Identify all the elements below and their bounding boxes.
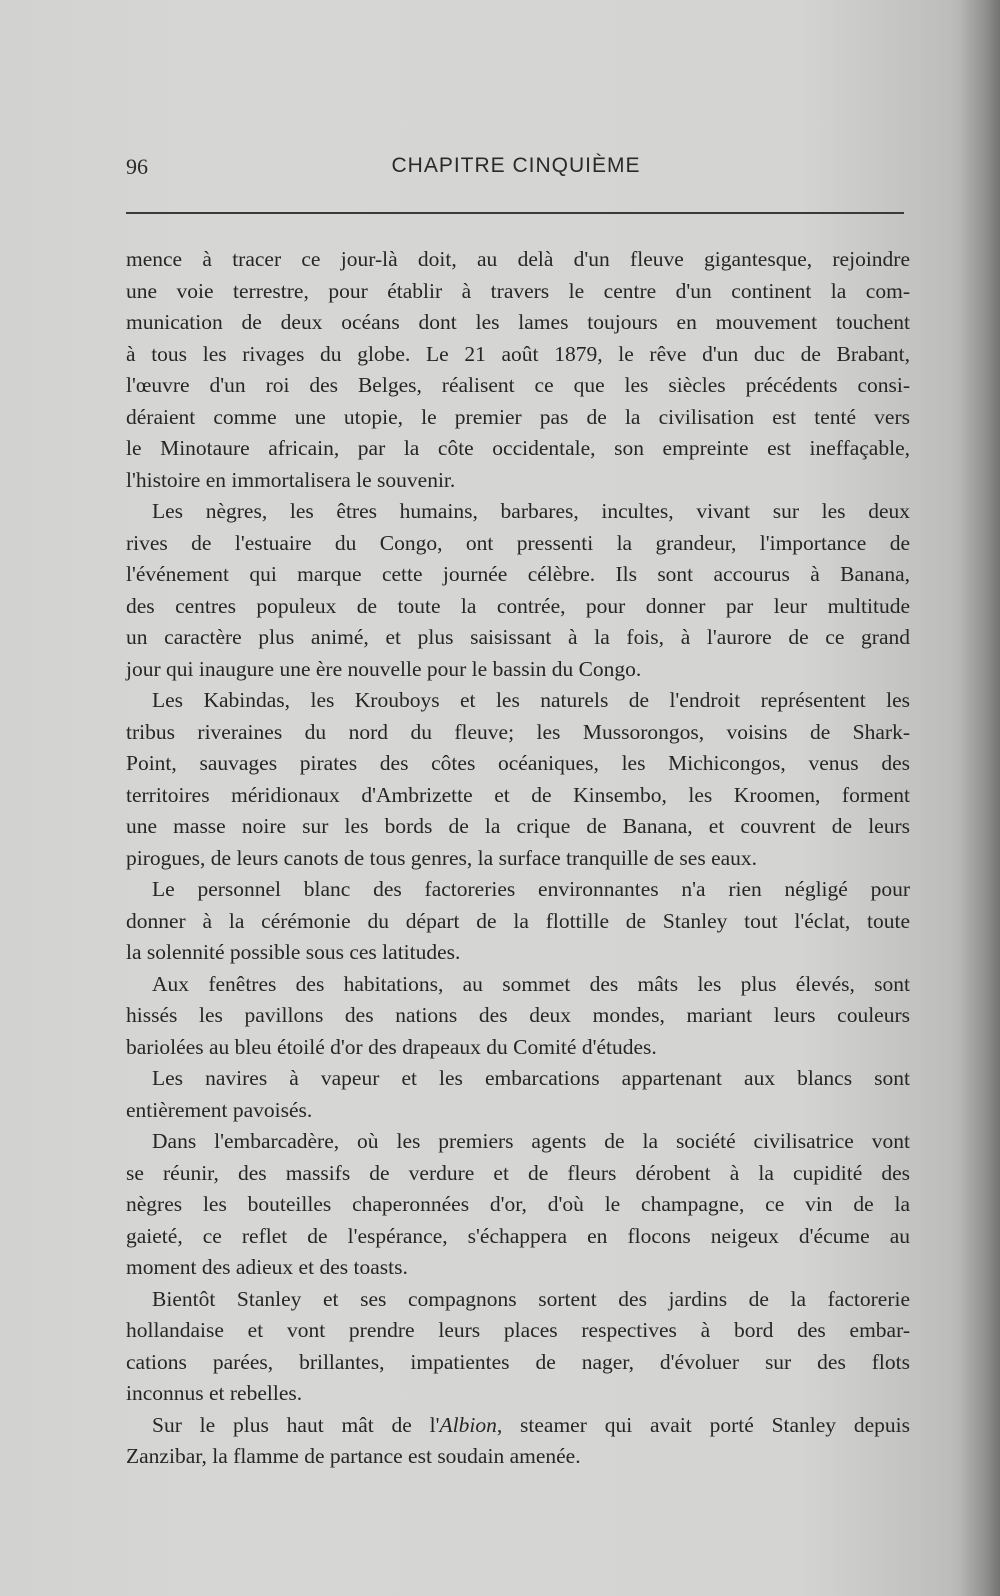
text-line — [126, 1410, 910, 1442]
text-line: Dans l'embarcadère, où les premiers agents de la société civilisatrice vont — [152, 1129, 910, 1153]
text-line: jour qui inaugure une ère nouvelle pour le bassin du Congo. — [126, 656, 642, 681]
paragraph — [126, 244, 910, 496]
paragraph — [126, 969, 910, 1064]
text-line: tribus riveraines du nord du fleuve; les Mussorongos, voisins de Shark- — [126, 719, 910, 744]
text-line: l'œuvre d'un roi des Belges, réalisent ce que les siècles précédents consi- — [126, 373, 910, 397]
text-line: hollandaise et vont prendre leurs places respectives à bord des embar- — [126, 1318, 910, 1342]
text-line: l'événement qui marque cette journée célèbre. Ils sont accourus à Banana, — [126, 562, 910, 586]
running-head: CHAPITRE CINQUIÈME — [391, 154, 641, 177]
text-line: munication de deux océans dont les lames toujours en mouvement touchent — [126, 310, 910, 334]
text-line: le Minotaure africain, par la côte occidentale, son empreinte est ineffaçable, — [126, 436, 910, 460]
paragraph — [126, 496, 910, 685]
text-run: , steamer qui avait porté Stanley depuis — [496, 1412, 910, 1437]
text-line: rives de l'estuaire du Congo, ont pressenti la grandeur, l'importance de — [126, 530, 910, 555]
text-line: Zanzibar, la flamme de partance est soudain amenée. — [126, 1444, 581, 1468]
text-run: Sur le plus haut mât de l' — [152, 1412, 440, 1437]
paragraph — [126, 874, 910, 969]
text-line: entièrement pavoisés. — [126, 1097, 313, 1122]
body-text — [126, 244, 910, 1473]
text-line: à tous les rivages du globe. Le 21 août 1879, le rêve d'un duc de Brabant, — [126, 341, 910, 366]
text-line: Les navires à vapeur et les embarcations appartenant aux blancs sont — [152, 1066, 910, 1090]
paragraph — [126, 1126, 910, 1284]
text-line: nègres les bouteilles chaperonnées d'or, d'où le champagne, ce vin de la — [126, 1192, 910, 1216]
text-line: Bientôt Stanley et ses compagnons sortent des jardins de la factorerie — [152, 1286, 910, 1311]
text-line: mence à tracer ce jour-là doit, au delà d'un fleuve gigantesque, rejoindre — [126, 247, 910, 271]
text-line: un caractère plus animé, et plus saisissant à la fois, à l'aurore de ce grand — [126, 625, 910, 649]
text-line: Les nègres, les êtres humains, barbares, incultes, vivant sur les deux — [152, 499, 910, 523]
text-line: pirogues, de leurs canots de tous genres, la surface tranquille de ses eaux. — [126, 845, 758, 870]
page-header — [126, 150, 906, 190]
ship-name-italic: Albion — [439, 1412, 497, 1437]
text-line: déraient comme une utopie, le premier pas de la civilisation est tenté vers — [126, 404, 910, 429]
text-line: hissés les pavillons des nations des deux mondes, mariant leurs couleurs — [126, 1003, 910, 1027]
paragraph — [126, 685, 910, 874]
text-line: donner à la cérémonie du départ de la flottille de Stanley tout l'éclat, toute — [126, 908, 910, 933]
paragraph — [126, 1063, 910, 1126]
paragraph — [126, 1284, 910, 1410]
text-line: une masse noire sur les bords de la crique de Banana, et couvrent de leurs — [126, 814, 910, 838]
text-line: la solennité possible sous ces latitudes. — [126, 940, 461, 964]
text-line: Point, sauvages pirates des côtes océaniques, les Michicongos, venus des — [126, 751, 910, 775]
text-line: l'histoire en immortalisera le souvenir. — [126, 467, 456, 492]
text-line: cations parées, brillantes, impatientes de nager, d'évoluer sur des flots — [126, 1349, 910, 1374]
text-line: une voie terrestre, pour établir à travers le centre d'un continent la com- — [126, 278, 910, 303]
header-rule — [126, 212, 904, 214]
text-line: Aux fenêtres des habitations, au sommet des mâts les plus élevés, sont — [152, 971, 910, 996]
page-number: 96 — [126, 154, 148, 179]
text-line: Le personnel blanc des factoreries environnantes n'a rien négligé pour — [152, 877, 910, 901]
text-line: bariolées au bleu étoilé d'or des drapeaux du Comité d'études. — [126, 1034, 657, 1059]
text-line: moment des adieux et des toasts. — [126, 1255, 408, 1279]
paragraph — [126, 1410, 910, 1473]
text-line: inconnus et rebelles. — [126, 1381, 303, 1405]
text-line: se réunir, des massifs de verdure et de fleurs dérobent à la cupidité des — [126, 1160, 910, 1185]
text-line: des centres populeux de toute la contrée, pour donner par leur multitude — [126, 593, 910, 618]
page-gutter-shadow — [960, 0, 1000, 1596]
text-line: territoires méridionaux d'Ambrizette et de Kinsembo, les Kroomen, forment — [126, 782, 910, 807]
text-line: Les Kabindas, les Krouboys et les naturels de l'endroit représentent les — [152, 688, 910, 712]
text-line: gaieté, ce reflet de l'espérance, s'échappera en flocons neigeux d'écume au — [126, 1223, 910, 1248]
